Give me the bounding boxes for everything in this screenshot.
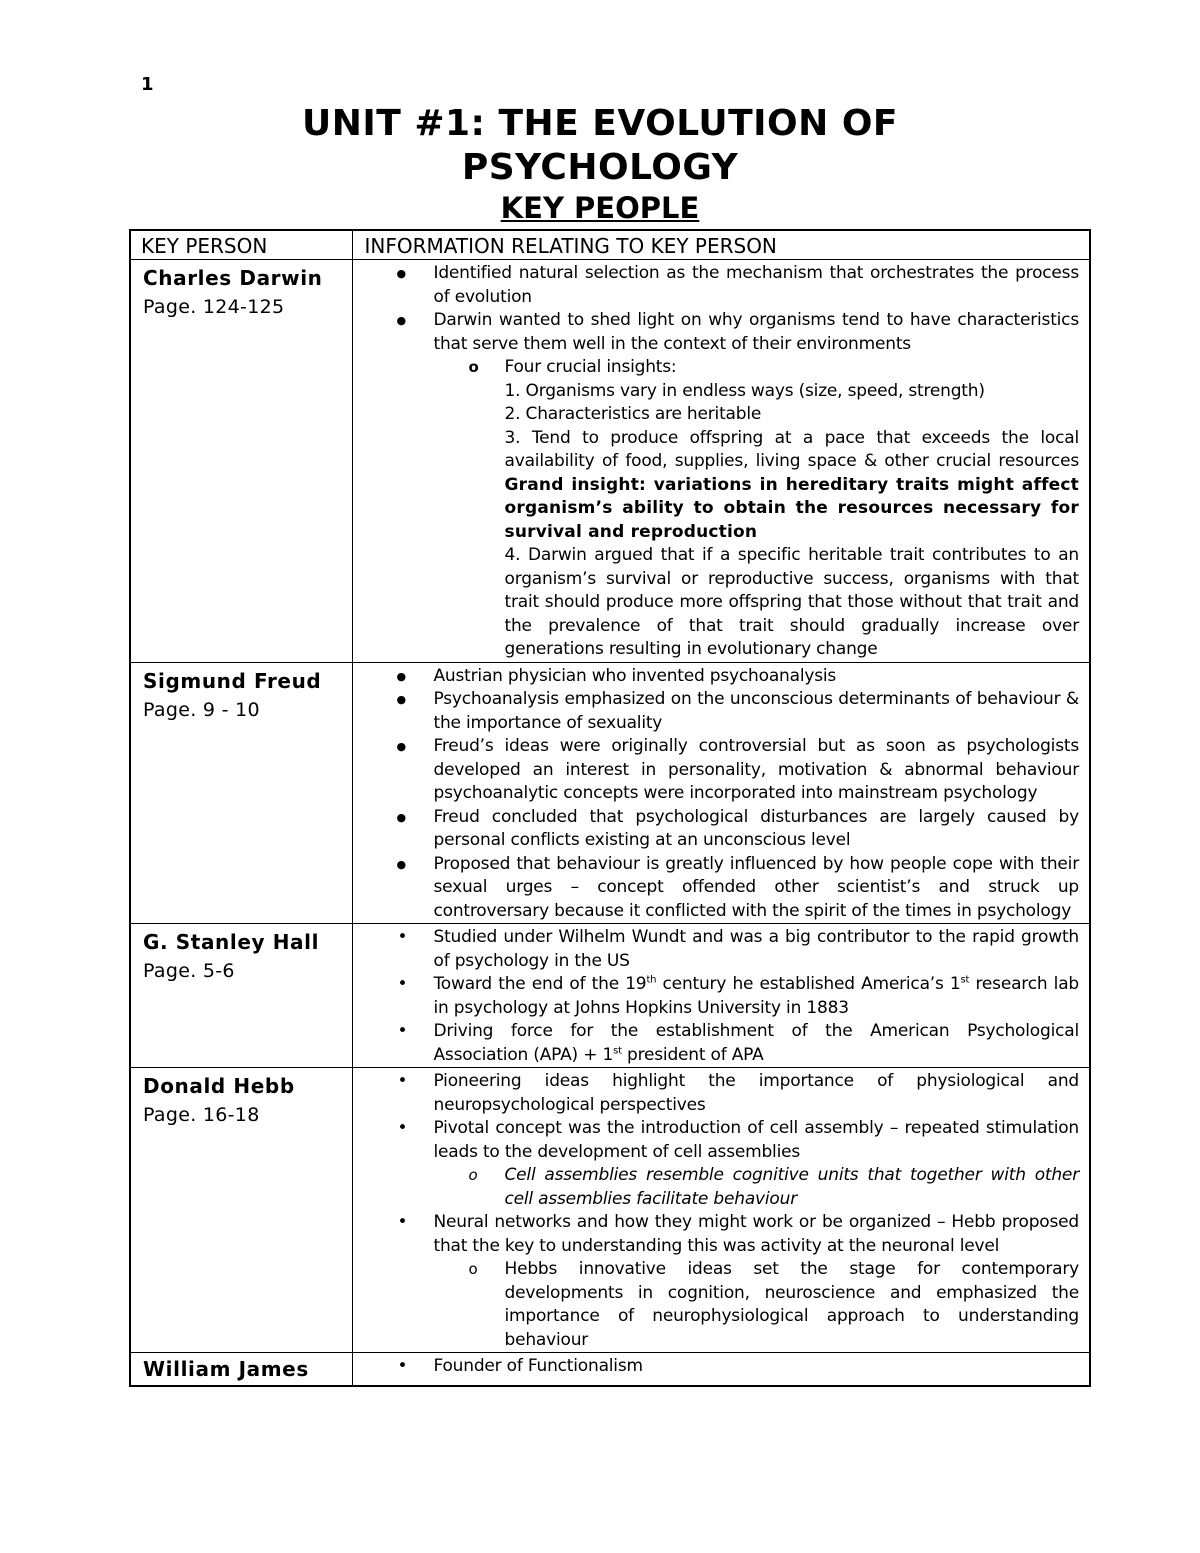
sub-bullet-list <box>353 356 1080 380</box>
header-key-person: KEY PERSON <box>130 230 352 260</box>
table-header-row <box>130 230 1090 260</box>
person-page: Page. 124-125 <box>143 296 285 318</box>
info-cell <box>352 1068 1090 1353</box>
person-name: Donald Hebb <box>143 1074 295 1098</box>
bullet-list <box>353 1355 1080 1379</box>
list-item-text: Toward the end of the 19 <box>433 974 647 994</box>
title-line-1: UNIT #1: THE EVOLUTION OF <box>301 103 899 144</box>
list-item: • Pioneering ideas highlight the importance of physiological and neuropsychological perspectives <box>353 1070 1080 1117</box>
info-cell <box>352 1353 1090 1387</box>
info-cell <box>352 924 1090 1068</box>
list-item: o Four crucial insights: <box>353 356 1080 380</box>
bullet-list <box>353 665 1080 924</box>
numbered-item <box>353 427 1080 545</box>
list-item: ● Psychoanalysis emphasized on the unconscious determinants of behaviour & the importance of sexuality <box>353 688 1080 735</box>
numbered-item-text: 3. Tend to produce offspring at a pace that exceeds the local availability of food, supplies, living space & other crucial resources <box>504 427 1079 471</box>
list-item <box>353 973 1080 1020</box>
title-line-2: PSYCHOLOGY <box>461 147 739 188</box>
numbered-item: 4. Darwin argued that if a specific heritable trait contributes to an organism’s survival or reproductive success, organisms with that trait should produce more offspring that those without that trait and the prevalence of that trait should gradually increase over generations resulting in evolutionary change <box>504 545 1079 659</box>
sub-bullet-list <box>353 1164 1080 1211</box>
list-item: o Cell assemblies resemble cognitive units that together with other cell assemblies facilitate behaviour <box>353 1164 1080 1211</box>
person-cell <box>130 924 352 1068</box>
person-page: Page. 16-18 <box>143 1104 260 1126</box>
info-cell <box>352 260 1090 663</box>
numbered-item: 2. Characteristics are heritable <box>504 404 762 424</box>
person-cell <box>130 1353 352 1387</box>
table-row <box>130 1353 1090 1387</box>
subtitle: KEY PEOPLE <box>500 191 700 225</box>
ordinal-suffix: st <box>613 1044 622 1056</box>
list-item: ● Austrian physician who invented psychoanalysis <box>353 665 1080 689</box>
list-item-text: century he established America’s 1 <box>656 974 961 994</box>
person-cell <box>130 1068 352 1353</box>
list-item: o Hebbs innovative ideas set the stage for contemporary developments in cognition, neuroscience and emphasized the importance of neurophysiological approach to understanding behaviour <box>353 1258 1080 1352</box>
list-item: • Studied under Wilhelm Wundt and was a big contributor to the rapid growth of psychology in the US <box>353 926 1080 973</box>
list-item: ● Identified natural selection as the mechanism that orchestrates the process of evolution <box>353 262 1080 309</box>
list-item-text: president of APA <box>621 1044 764 1065</box>
list-item: • Neural networks and how they might work or be organized – Hebb proposed that the key to understanding this was activity at the neuronal level <box>353 1211 1080 1258</box>
list-item-text: Driving force for the establishment of the American Psychological Association (APA) + 1 <box>433 1021 1079 1065</box>
ordinal-suffix: th <box>646 974 657 986</box>
numbered-item: 1. Organisms vary in endless ways (size, speed, strength) <box>504 380 985 401</box>
list-item-text: research lab in psychology at Johns Hopkins University in 1883 <box>433 974 1080 1018</box>
person-cell <box>130 260 352 663</box>
table-row <box>130 662 1090 924</box>
list-item: ● Darwin wanted to shed light on why organisms tend to have characteristics that serve them well in the context of their environments <box>353 309 1080 356</box>
grand-insight-text: Grand insight: variations in hereditary traits might affect organism’s ability to obtain the resources necessary for survival and reproduction <box>504 474 1079 542</box>
person-name: Sigmund Freud <box>143 668 322 693</box>
bullet-list <box>353 1211 1080 1258</box>
page-number: 1 <box>141 74 154 95</box>
person-name: Charles Darwin <box>143 266 323 290</box>
list-item: ● Proposed that behaviour is greatly influenced by how people cope with their sexual urges – concept offended other scientist’s and struck up controversary because it conflicted with the spirit of the times in psychology <box>353 853 1080 924</box>
bullet-list <box>353 926 1080 1067</box>
bullet-list <box>353 262 1080 356</box>
list-item: • Founder of Functionalism <box>353 1355 1080 1379</box>
table-row <box>130 924 1090 1068</box>
table-row <box>130 1068 1090 1353</box>
person-name: G. Stanley Hall <box>143 930 320 954</box>
key-people-table <box>129 229 1091 1387</box>
ordinal-suffix: st <box>960 974 970 986</box>
person-cell <box>130 662 352 924</box>
list-item: • Pivotal concept was the introduction of cell assembly – repeated stimulation leads to the development of cell assemblies <box>353 1117 1080 1164</box>
header-information: INFORMATION RELATING TO KEY PERSON <box>352 230 1090 260</box>
table-row <box>130 260 1090 663</box>
person-page: Page. 9 - 10 <box>143 698 260 721</box>
sub-bullet-list <box>353 1258 1080 1352</box>
list-item: ● Freud’s ideas were originally controversial but as soon as psychologists developed an interest in personality, motivation & abnormal behaviour psychoanalytic concepts were incorporated into mainstream psychology <box>353 735 1080 806</box>
list-item <box>353 1020 1080 1067</box>
person-page: Page. 5-6 <box>143 960 235 982</box>
person-name: William James <box>143 1357 309 1381</box>
info-cell <box>352 662 1090 924</box>
list-item: ● Freud concluded that psychological disturbances are largely caused by personal conflicts existing at an unconscious level <box>353 806 1080 853</box>
bullet-list <box>353 1070 1080 1164</box>
